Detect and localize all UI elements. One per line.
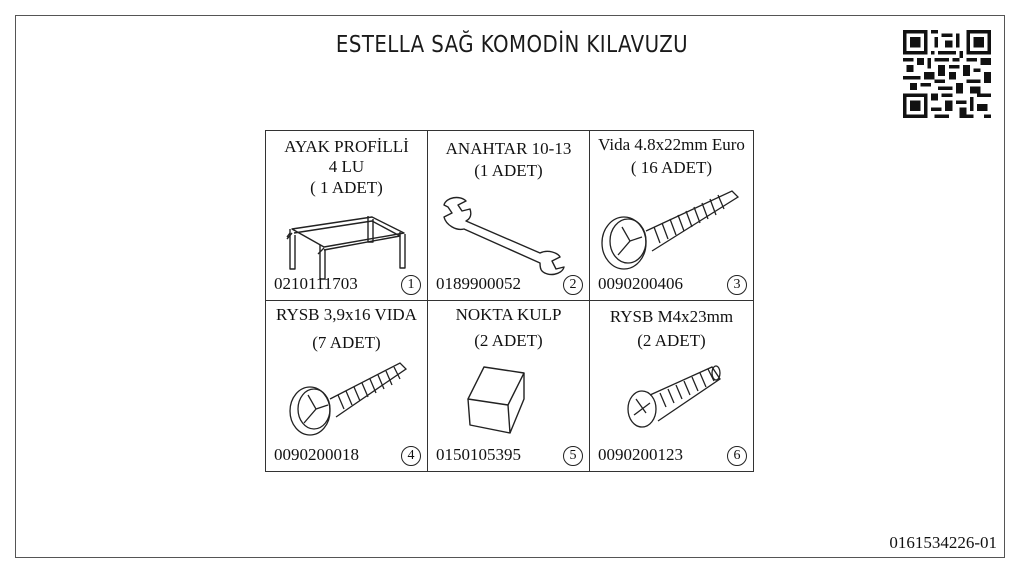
knob-handle-icon [458, 359, 548, 439]
euro-screw-icon [596, 183, 746, 278]
part-name: AYAK PROFİLLİ [284, 137, 409, 156]
part-number-badge: 5 [563, 446, 583, 466]
part-number-badge: 2 [563, 275, 583, 295]
part-name-line2: 4 LU [328, 157, 365, 176]
part-number-badge: 3 [727, 275, 747, 295]
part-name: RYSB M4x23mm [609, 307, 734, 326]
part-quantity: ( 16 ADET) [630, 158, 713, 177]
part-cell-1 [266, 131, 428, 301]
part-quantity: ( 1 ADET) [310, 178, 383, 197]
parts-table [265, 130, 754, 472]
machine-screw-icon [620, 359, 730, 439]
document-title: ESTELLA SAĞ KOMODİN KILAVUZU [335, 32, 689, 58]
part-name: Vida 4.8x22mm Euro [598, 135, 745, 154]
part-number-badge: 6 [727, 446, 747, 466]
part-cell-4 [266, 301, 428, 471]
part-name: ANAHTAR 10-13 [445, 139, 572, 158]
part-quantity: (1 ADET) [474, 161, 543, 180]
wrench-icon [436, 191, 586, 276]
part-cell-2 [428, 131, 590, 301]
leg-frame-icon [280, 203, 410, 281]
part-cell-6 [590, 301, 753, 471]
qr-code-icon [903, 30, 991, 118]
part-code: 0210111703 [274, 274, 358, 293]
part-number-badge: 4 [401, 446, 421, 466]
part-code: 0090200018 [274, 445, 359, 464]
document-number: 0161534226-01 [889, 533, 997, 552]
part-code: 0150105395 [436, 445, 521, 464]
part-code: 0090200123 [598, 445, 683, 464]
part-code: 0189900052 [436, 274, 521, 293]
part-code: 0090200406 [598, 274, 683, 293]
part-cell-5 [428, 301, 590, 471]
part-cell-3 [590, 131, 753, 301]
part-quantity: (2 ADET) [637, 331, 706, 350]
wood-screw-icon [284, 353, 414, 443]
part-quantity: (2 ADET) [474, 331, 543, 350]
part-name: RYSB 3,9x16 VIDA [276, 305, 417, 324]
part-name: NOKTA KULP [455, 305, 562, 324]
part-quantity: (7 ADET) [312, 333, 381, 352]
part-number-badge: 1 [401, 275, 421, 295]
